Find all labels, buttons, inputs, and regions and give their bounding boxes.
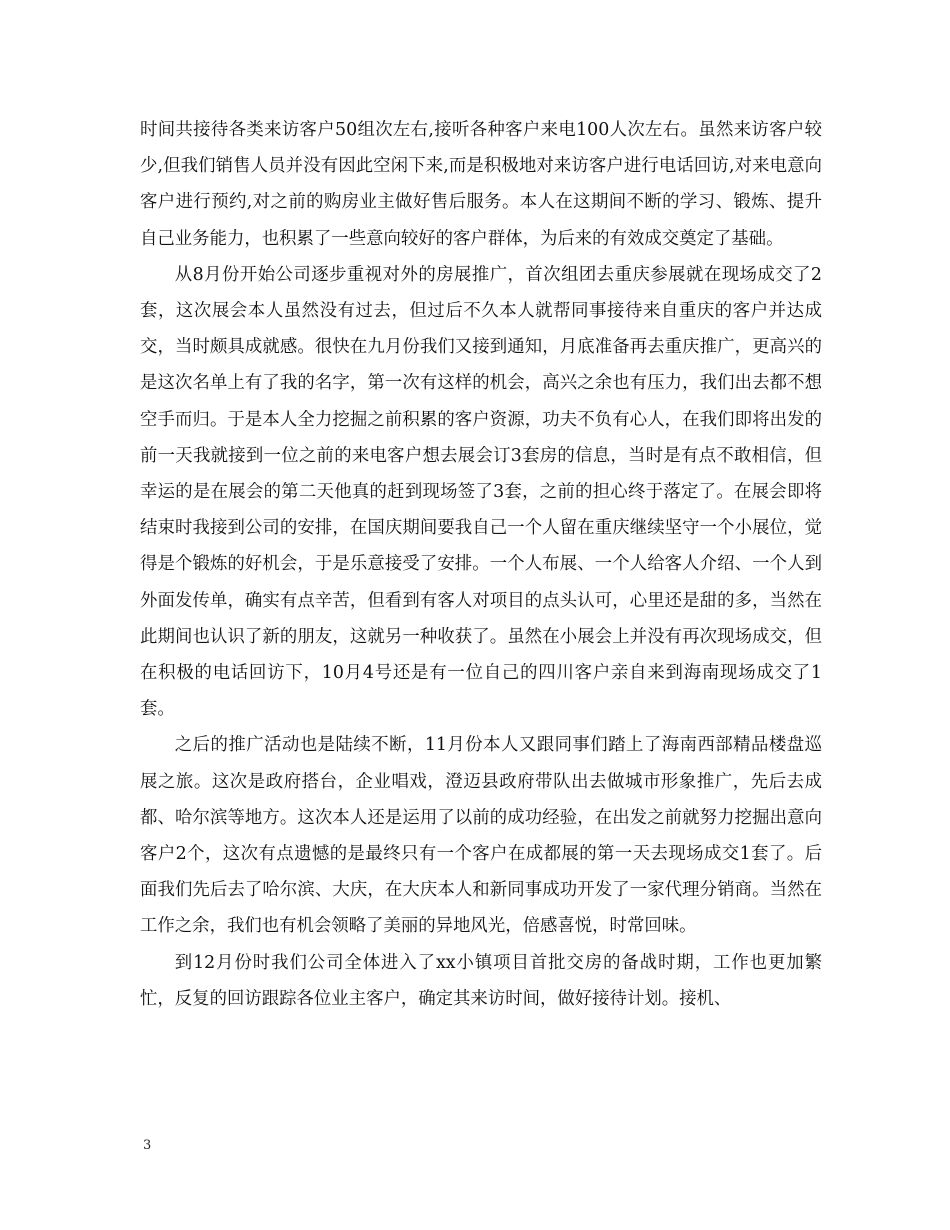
page-number: 3 [143, 1138, 152, 1153]
document-body [140, 112, 822, 1017]
paragraph-2: 从8月份开始公司逐步重视对外的房展推广，首次组团去重庆参展就在现场成交了2套，这次展会本人虽然没有过去，但过后不久本人就帮同事接待来自重庆的客户并达成交，当时颇具成就感。很快在九月份我们又接到通知，月底准备再去重庆推广，更高兴的是这次名单上有了我的名字，第一次有这样的机会，高兴之余也有压力，我们出去都不想空手而归。于是本人全力挖掘之前积累的客户资源，功夫不负有心人，在我们即将出发的前一天我就接到一位之前的来电客户想去展会订3套房的信息，当时是有点不敢相信，但幸运的是在展会的第二天他真的赶到现场签了3套，之前的担心终于落定了。在展会即将结束时我接到公司的安排，在国庆期间要我自己一个人留在重庆继续坚守一个小展位，觉得是个锻炼的好机会，于是乐意接受了安排。一个人布展、一个人给客人介绍、一个人到外面发传单，确实有点辛苦，但看到有客人对项目的点头认可，心里还是甜的多，当然在此期间也认识了新的朋友，这就另一种收获了。虽然在小展会上并没有再次现场成交，但在积极的电话回访下，10月4号还是有一位自己的四川客户亲自来到海南现场成交了1套。 [140, 264, 822, 720]
paragraph-3: 之后的推广活动也是陆续不断，11月份本人又跟同事们踏上了海南西部精品楼盘巡展之旅。这次是政府搭台，企业唱戏，澄迈县政府带队出去做城市形象推广，先后去成都、哈尔滨等地方。这次本人还是运用了以前的成功经验，在出发之前就努力挖掘出意向客户2个，这次有点遗憾的是最终只有一个客户在成都展的第一天去现场成交1套了。后面我们先后去了哈尔滨、大庆，在大庆本人和新同事成功开发了一家代理分销商。当然在工作之余，我们也有机会领略了美丽的异地风光，倍感喜悦，时常回味。 [140, 735, 822, 937]
paragraph-1: 时间共接待各类来访客户50组次左右,接听各种客户来电100人次左右。虽然来访客户较少,但我们销售人员并没有因此空闲下来,而是积极地对来访客户进行电话回访,对来电意向客户进行预约,对之前的购房业主做好售后服务。本人在这期间不断的学习、锻炼、提升自己业务能力，也积累了一些意向较好的客户群体，为后来的有效成交奠定了基础。 [140, 120, 822, 249]
paragraph-4: 到12月份时我们公司全体进入了xx小镇项目首批交房的备战时期，工作也更加繁忙，反复的回访跟踪各位业主客户，确定其来访时间，做好接待计划。接机、 [140, 952, 822, 1009]
